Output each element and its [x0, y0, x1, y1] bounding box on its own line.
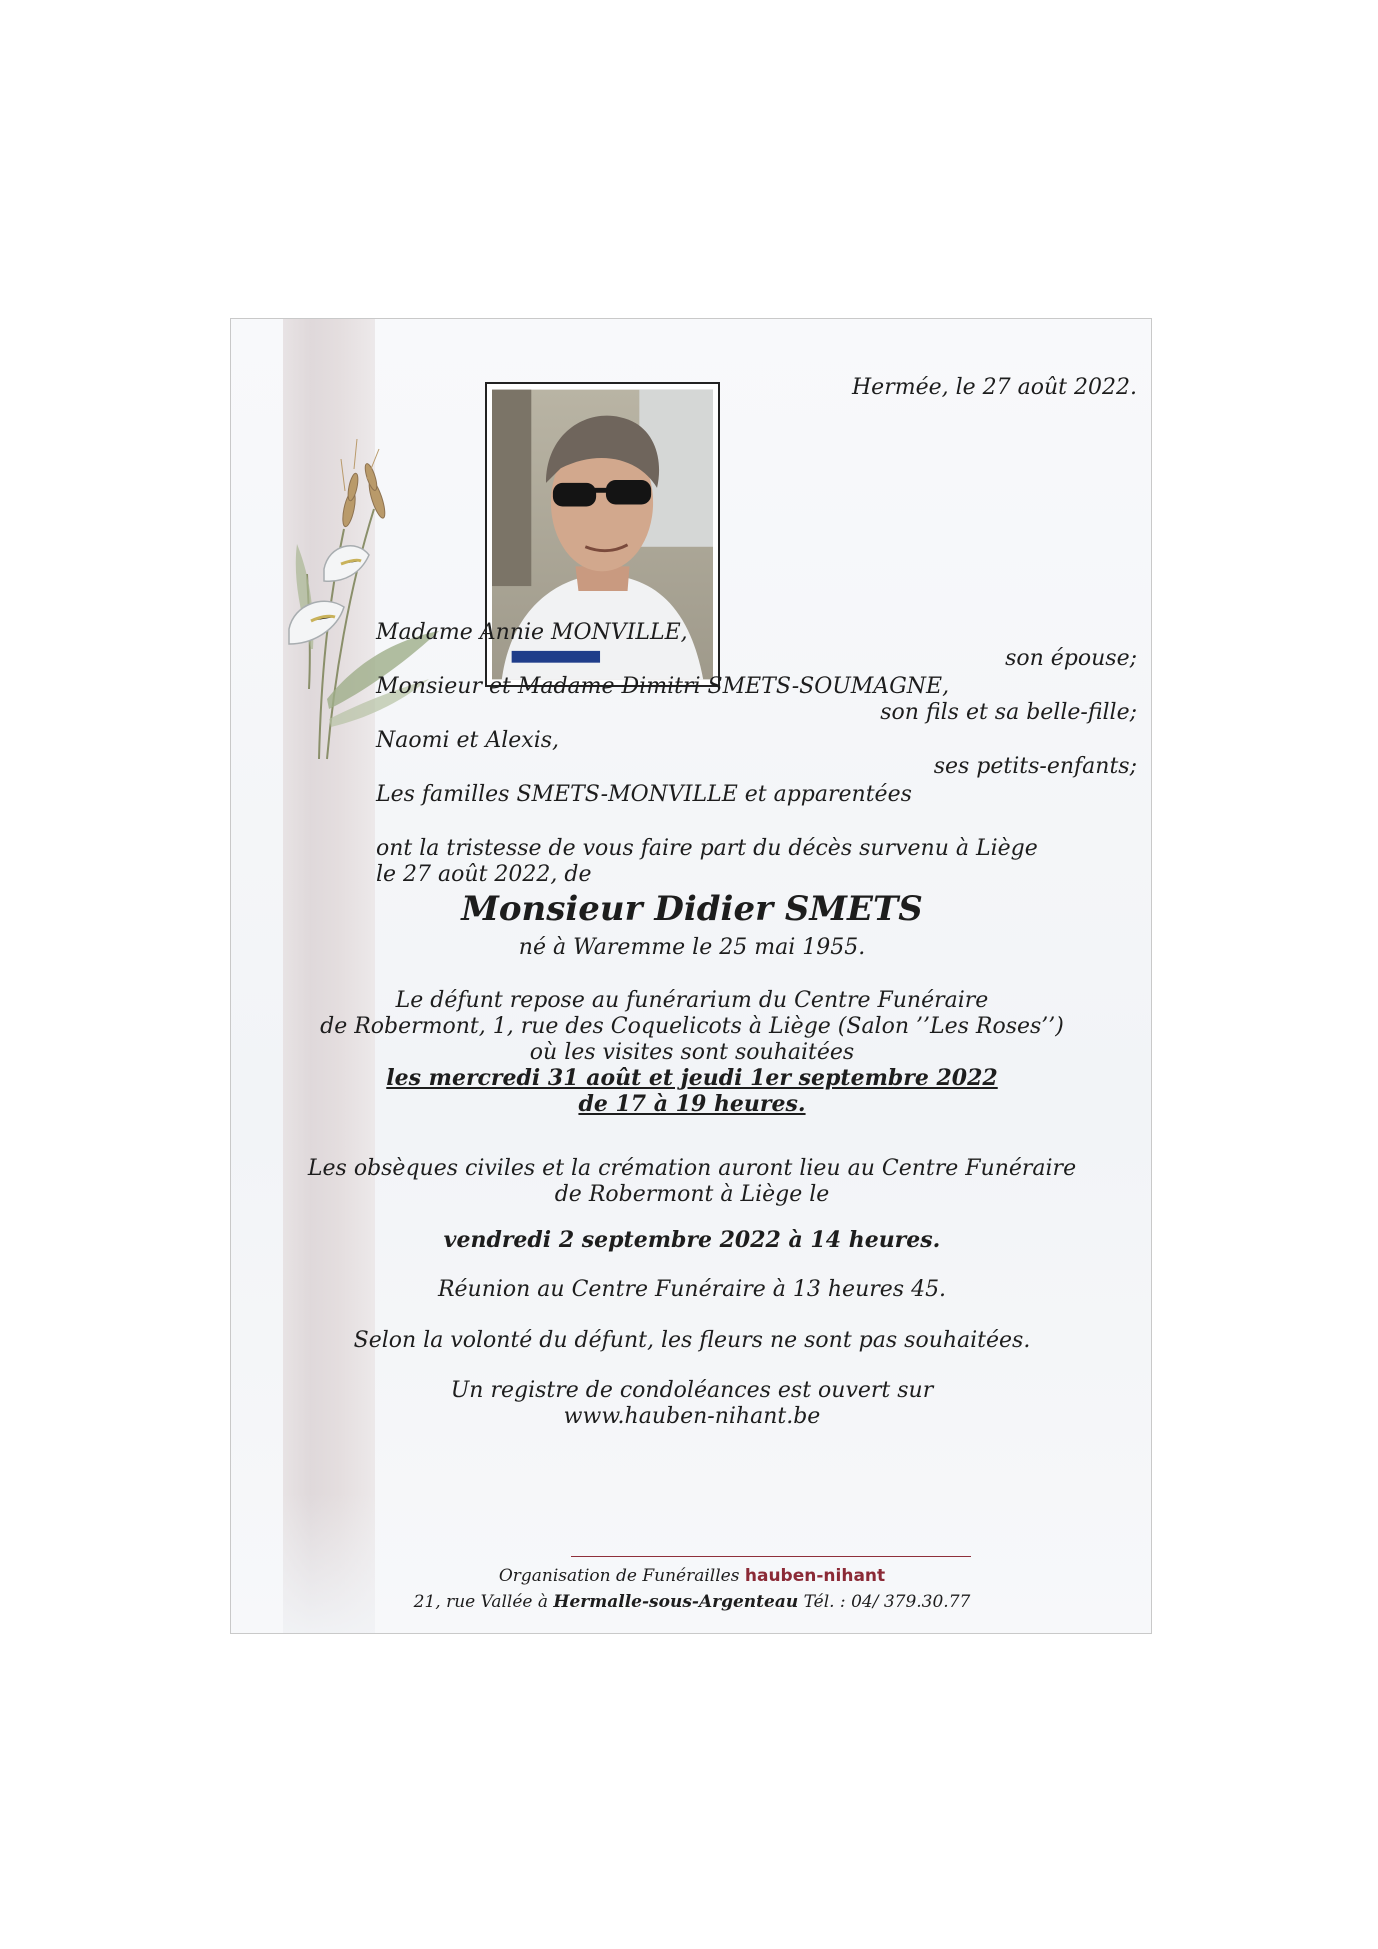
family-relation-2: son fils et sa belle-fille;	[880, 700, 1137, 725]
footer-org-prefix: Organisation de Funérailles	[498, 1566, 740, 1586]
register-website[interactable]: www.hauben-nihant.be	[563, 1404, 821, 1429]
calla-lily-wheat-illustration	[249, 359, 489, 779]
footer-address	[231, 1591, 1152, 1613]
family-name-4: Les familles SMETS-MONVILLE et apparentées	[376, 782, 912, 807]
flowers-line: Selon la volonté du défunt, les fleurs ne sont pas souhaitées.	[353, 1328, 1031, 1353]
announcement-line-2: le 27 août 2022, de	[376, 862, 592, 887]
visit-line-2: de Robermont, 1, rue des Coquelicots à Liège (Salon ’’Les Roses’’)	[320, 1014, 1064, 1039]
register-line: Un registre de condoléances est ouvert sur	[450, 1378, 934, 1403]
announcement-line-1: ont la tristesse de vous faire part du décès survenu à Liège	[376, 836, 1038, 861]
family-name-2: Monsieur et Madame Dimitri SMETS-SOUMAGNE,	[376, 674, 950, 699]
visit-hours	[231, 1091, 1152, 1118]
family-name-3: Naomi et Alexis,	[376, 728, 560, 753]
footer-town: Hermalle-sous-Argenteau	[553, 1592, 799, 1612]
visit-dates-text: les mercredi 31 août et jeudi 1er septembre 2022	[386, 1065, 998, 1091]
ceremony-line-2: de Robermont à Liège le	[554, 1182, 830, 1207]
visit-line-1: Le défunt repose au funérarium du Centre Funéraire	[395, 988, 989, 1013]
birth-line: né à Waremme le 25 mai 1955.	[518, 935, 866, 960]
brand-logo-text: hauben-nihant	[744, 1566, 886, 1586]
date-line: Hermée, le 27 août 2022.	[852, 375, 1137, 400]
reunion-line: Réunion au Centre Funéraire à 13 heures 45.	[437, 1277, 947, 1302]
footer-phone: Tél. : 04/ 379.30.77	[803, 1592, 971, 1612]
ceremony-date: vendredi 2 septembre 2022 à 14 heures.	[443, 1227, 941, 1253]
obituary-card	[230, 318, 1152, 1634]
visit-line-3: où les visites sont souhaitées	[529, 1040, 855, 1065]
visit-hours-text: de 17 à 19 heures.	[578, 1091, 806, 1117]
footer-address-prefix: 21, rue Vallée à	[413, 1592, 549, 1612]
family-name-1: Madame Annie MONVILLE,	[376, 620, 688, 645]
footer-organisation	[231, 1565, 1152, 1587]
footer-divider	[571, 1556, 971, 1557]
ceremony-line-1: Les obsèques civiles et la crémation auront lieu au Centre Funéraire	[307, 1156, 1077, 1181]
family-relation-1: son épouse;	[1005, 646, 1137, 671]
family-relation-3: ses petits-enfants;	[933, 754, 1137, 779]
deceased-name: Monsieur Didier SMETS	[461, 889, 923, 929]
visit-dates	[231, 1065, 1152, 1092]
